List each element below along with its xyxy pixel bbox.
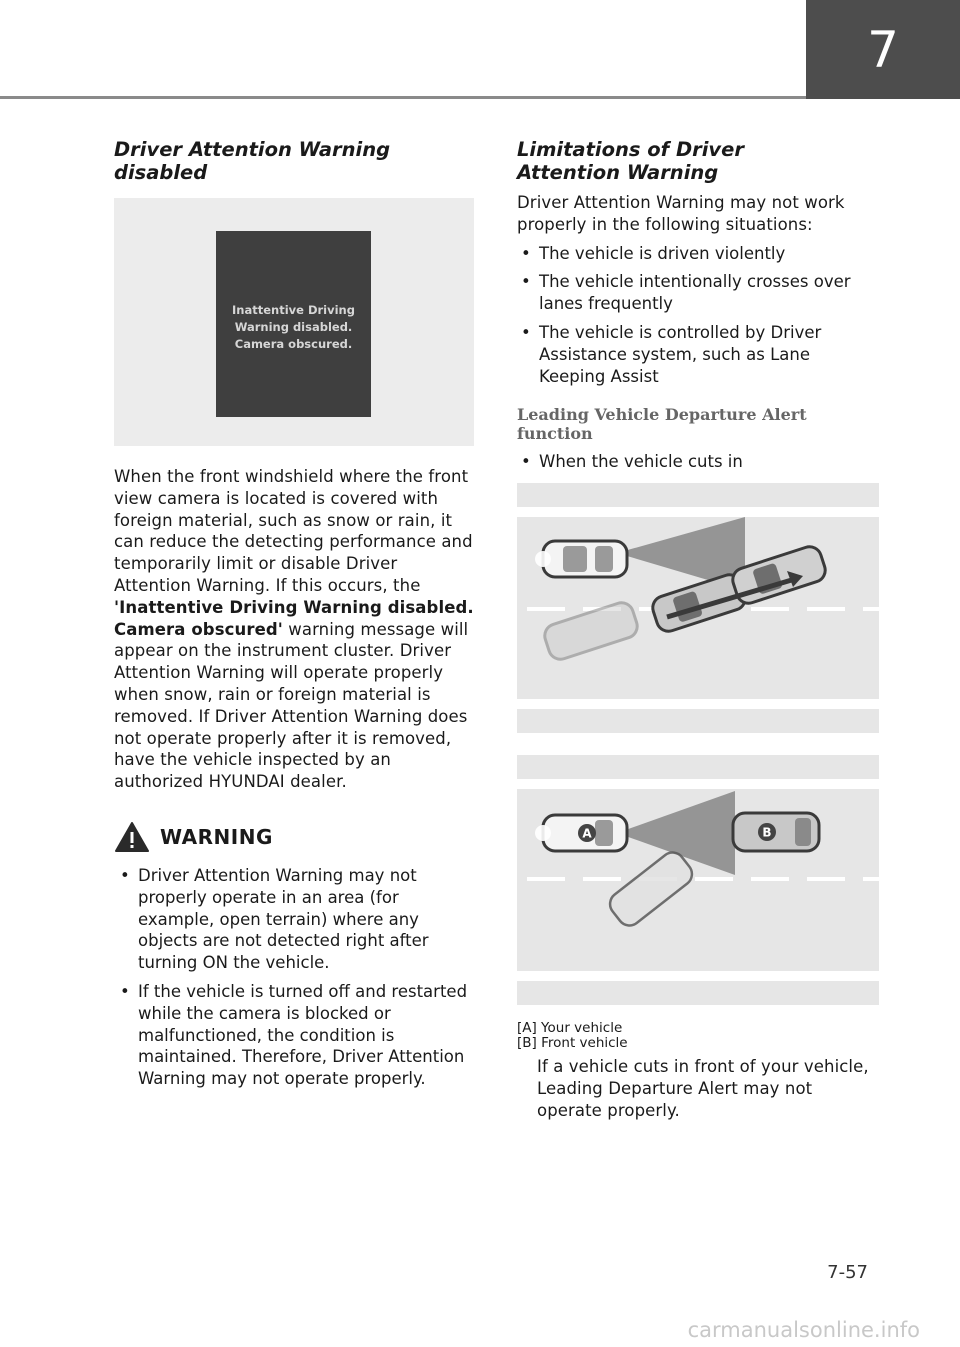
- list-item-text: When the vehicle cuts in: [539, 452, 743, 472]
- bullet: •: [521, 272, 531, 292]
- warning-header: [114, 821, 474, 853]
- cut-in-list: [517, 451, 879, 473]
- page-number: 7-57: [827, 1262, 868, 1283]
- cut-in-trajectory-figure: [517, 483, 879, 733]
- list-item: [116, 865, 474, 974]
- limitations-intro: Driver Attention Warning may not work properly in the following situations:: [517, 193, 845, 234]
- cluster-figure: [114, 198, 474, 446]
- list-item-text: If the vehicle is turned off and restarted while the camera is blocked or malfunctioned, the condition is maintained. Therefore, Driver Attention Warning may not operate properly.: [138, 981, 468, 1089]
- cluster-message-line: Camera obscured.: [234, 337, 353, 351]
- limitations-list: [517, 243, 879, 388]
- list-item: [517, 243, 879, 265]
- bullet: •: [120, 865, 130, 885]
- paragraph-text: warning message will appear on the instrument cluster. Driver Attention Warning will operate properly when snow, rain or foreign material is removed. If Driver Attention Warning does not operate properly after it is removed, have the vehicle inspected by an authorized HYUNDAI dealer.: [114, 619, 469, 792]
- list-item-text: The vehicle intentionally crosses over lanes frequently: [539, 272, 851, 314]
- right-column: [517, 138, 879, 1122]
- caption-line: [B] Front vehicle: [517, 1035, 628, 1052]
- caption-line: [A] Your vehicle: [517, 1020, 623, 1037]
- cut-in-note: If a vehicle cuts in front of your vehicle, Leading Departure Alert may not operate properly.: [537, 1057, 869, 1120]
- cluster-message-line: Inattentive Driving: [232, 303, 355, 317]
- figure-caption: [517, 1021, 879, 1051]
- warning-list: [114, 865, 474, 1090]
- bullet: •: [120, 981, 130, 1001]
- cluster-message: [216, 302, 371, 353]
- vehicle-label-b: B: [762, 825, 772, 840]
- bullet: •: [521, 452, 531, 472]
- list-item-text: Driver Attention Warning may not properly operate in an area (for example, open terrain) where any objects are not detected right after turning ON the vehicle.: [138, 865, 429, 973]
- header-rule: [0, 96, 806, 99]
- cluster-message-line: Warning disabled.: [234, 320, 353, 334]
- paragraph-text: When the front windshield where the front view camera is located is covered with foreign material, such as snow or rain, it can reduce the detecting performance and temporarily limit or disable Driver Attention Warning. If this occurs, the: [114, 467, 473, 595]
- paragraph-bold-message: 'Inattentive Driving Warning disabled. Camera obscured': [114, 597, 474, 639]
- disabled-paragraph: [114, 466, 474, 793]
- your-vehicle: [535, 541, 627, 577]
- cut-in-labelled-figure: [517, 755, 879, 1005]
- chapter-tab: [806, 0, 960, 99]
- list-item-text: The vehicle is controlled by Driver Assistance system, such as Lane Keeping Assist: [539, 322, 822, 386]
- cluster-display: [216, 231, 371, 417]
- warning-title: WARNING: [160, 824, 273, 849]
- warning-triangle-icon: [114, 821, 150, 853]
- list-item: [517, 322, 879, 387]
- section-title-disabled: Driver Attention Warning disabled: [114, 138, 391, 184]
- leading-vehicle-subhead: Leading Vehicle Departure Alert function: [517, 405, 807, 444]
- list-item: [116, 981, 474, 1090]
- watermark-text: carmanualsonline.info: [687, 1318, 920, 1342]
- bullet: •: [521, 243, 531, 263]
- vehicle-label-a: A: [582, 826, 592, 841]
- list-item: [517, 451, 879, 473]
- list-item-text: The vehicle is driven violently: [539, 243, 786, 263]
- bullet: •: [521, 322, 531, 342]
- chapter-number: 7: [867, 20, 899, 79]
- list-item: [517, 271, 879, 315]
- left-column: [114, 138, 474, 1097]
- section-title-limitations: Limitations of Driver Attention Warning: [517, 138, 744, 184]
